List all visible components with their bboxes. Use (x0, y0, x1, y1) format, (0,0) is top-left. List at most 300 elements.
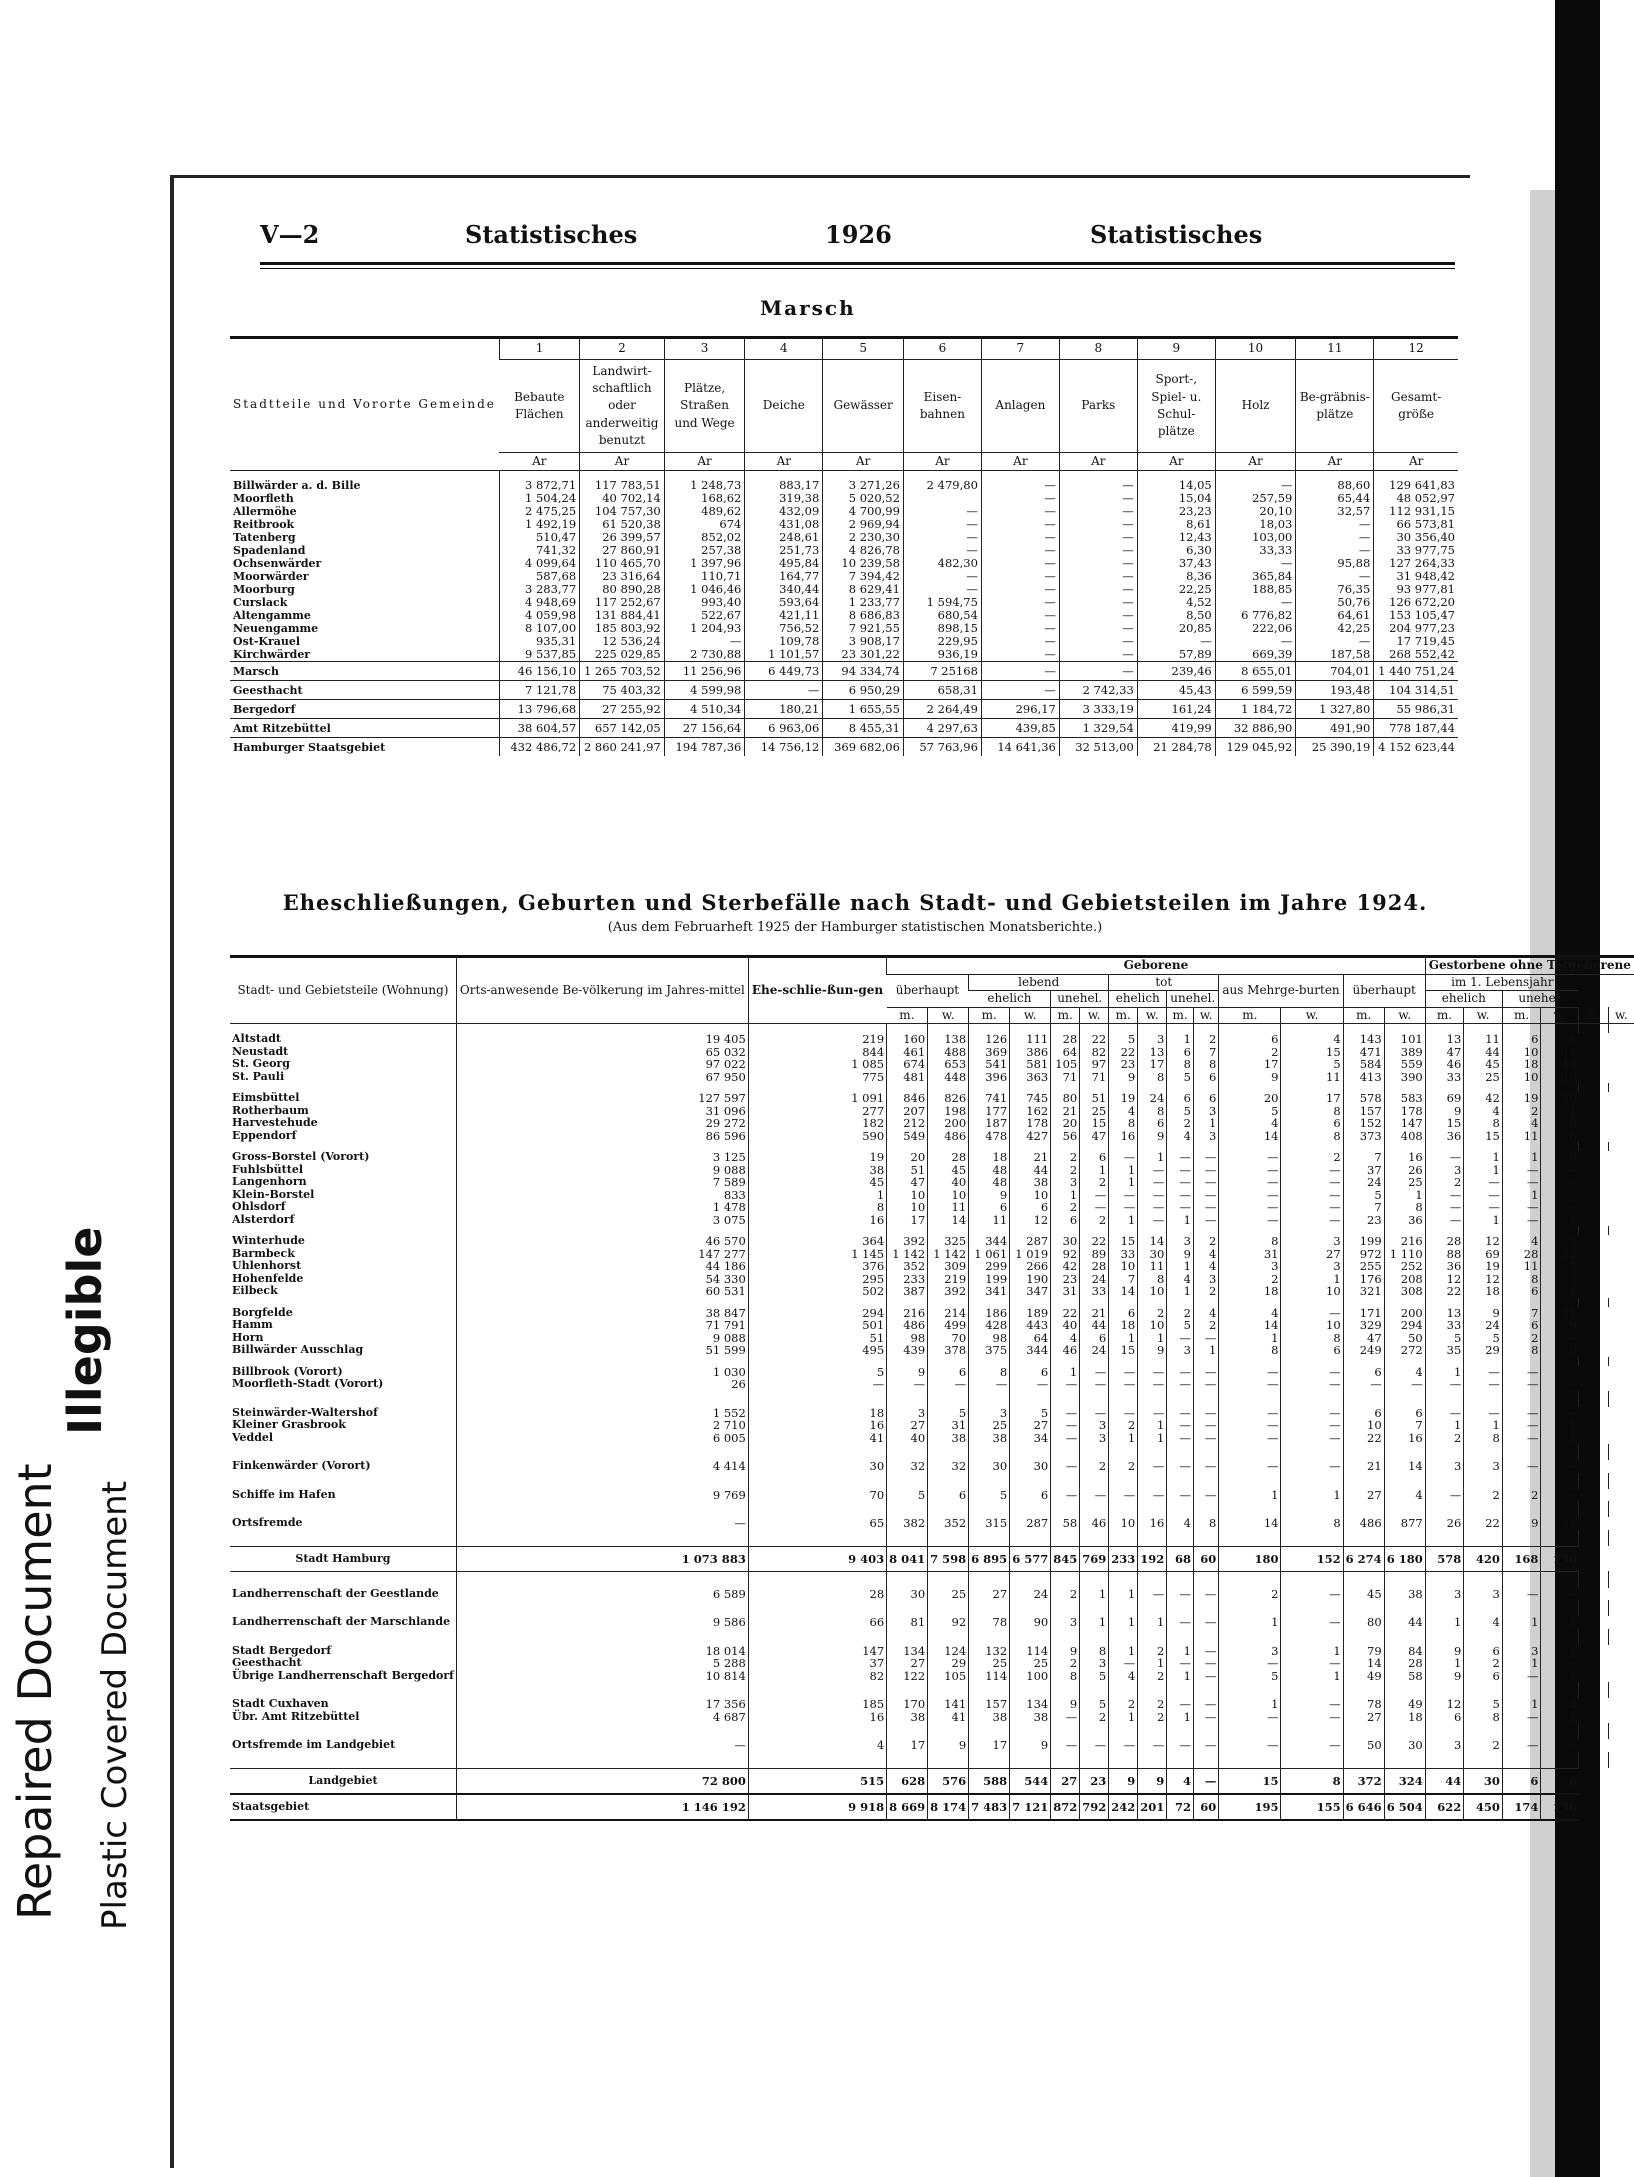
cell: 4 152 623,44 (1374, 738, 1458, 757)
spacer (1579, 1682, 1609, 1698)
cell: — (981, 635, 1059, 648)
cell: 30 (1010, 1460, 1051, 1473)
spacer (887, 1752, 928, 1769)
row-label: Bergedorf (230, 700, 499, 719)
multi-label: aus Mehrge-burten (1222, 982, 1340, 997)
spacer (1464, 1391, 1503, 1407)
cell: 22 (1080, 1033, 1109, 1046)
born-total-header (887, 974, 969, 1007)
cell: 51 (887, 1164, 928, 1177)
cell: 11 (928, 1201, 969, 1214)
row-label: Uhlenhorst (232, 1259, 302, 1273)
cell: 6 (1343, 1366, 1384, 1379)
cell: — (1167, 1588, 1194, 1601)
cell: — (1281, 1307, 1343, 1320)
cell: 386 (1010, 1046, 1051, 1059)
cell: 10 (1502, 1046, 1541, 1059)
cell: — (1194, 1739, 1219, 1752)
spacer (1051, 1530, 1080, 1547)
row-label: Ortsfremde (232, 1516, 303, 1530)
cell: 13 796,68 (499, 700, 579, 719)
cell: 6 (1167, 1092, 1194, 1105)
cell: 7 598 (928, 1546, 969, 1571)
cell: 8 (1051, 1670, 1080, 1683)
cell: 9 (1167, 1248, 1194, 1261)
spacer (1425, 1752, 1464, 1769)
spacer (748, 1142, 886, 1151)
cell: 6 (1464, 1645, 1503, 1658)
cell: 27 (1281, 1248, 1343, 1261)
cell: 17 (887, 1214, 928, 1227)
cell: 109,78 (745, 635, 823, 648)
table-row (230, 1130, 1634, 1143)
cell: 1 440 751,24 (1374, 662, 1458, 681)
table-row (230, 1214, 1634, 1227)
cell: 935,31 (499, 635, 579, 648)
dead-ehel-label: ehelich (1115, 991, 1160, 1006)
summary-row (230, 719, 1458, 738)
cell: 8 (1138, 1105, 1167, 1118)
cell: 23 316,64 (580, 570, 665, 583)
cell: 8 174 (928, 1794, 969, 1820)
cell: 1 (1167, 1285, 1194, 1298)
cell: 50,76 (1296, 596, 1374, 609)
cell: 46 (1080, 1517, 1109, 1530)
cell: 27 (969, 1588, 1010, 1601)
spacer (1343, 1444, 1384, 1460)
cell: 7 121 (1010, 1794, 1051, 1820)
cell: — (1138, 1407, 1167, 1420)
cell: 6 (1219, 1033, 1281, 1046)
cell: — (456, 1517, 748, 1530)
spacer (1343, 1473, 1384, 1489)
row-label: Hamburger Staatsgebiet (230, 738, 499, 757)
col-unit: Ar (745, 453, 823, 471)
cell: — (1502, 1432, 1541, 1445)
cell: 44 (1010, 1164, 1051, 1177)
cell: 204 977,23 (1374, 622, 1458, 635)
cell: — (981, 518, 1059, 531)
spacer (969, 1629, 1010, 1645)
sex-header-m: m. (1502, 1007, 1541, 1024)
cell: 432,09 (745, 505, 823, 518)
cell: 65 (748, 1517, 886, 1530)
spacer (456, 1682, 748, 1698)
table-row (230, 1105, 1634, 1118)
cell: 1 (748, 1189, 886, 1202)
cell: 593,64 (745, 596, 823, 609)
cell: 60 (1194, 1546, 1219, 1571)
infant-unehel-header (1502, 991, 1578, 1008)
cell: — (1502, 1419, 1541, 1432)
col-label-8: Parks (1059, 360, 1137, 453)
cell: 242 (1109, 1794, 1138, 1820)
vital-pop-header (456, 957, 748, 1024)
cell: 6 (1010, 1366, 1051, 1379)
cell: 2 (1425, 1176, 1464, 1189)
cell: 329 (1343, 1319, 1384, 1332)
cell: 3 (1281, 1260, 1343, 1273)
cell: 28 (1502, 1248, 1541, 1261)
spacer (1579, 1024, 1609, 1034)
cell: 22,25 (1137, 583, 1215, 596)
alive-unehel-header (1051, 991, 1109, 1008)
row-label: Stadt Cuxhaven (232, 1697, 329, 1711)
deaths-header (1425, 957, 1634, 975)
cell: 38 (1010, 1176, 1051, 1189)
cell: 47 (1080, 1130, 1109, 1143)
cell: 45 (1343, 1588, 1384, 1601)
spacer (1343, 1571, 1384, 1588)
row-label: Moorwärder (233, 570, 309, 584)
cell: 420 (1464, 1546, 1503, 1571)
cell: 10 239,58 (823, 557, 904, 570)
spacer (1219, 1571, 1281, 1588)
cell: 112 931,15 (1374, 505, 1458, 518)
cell: 576 (928, 1768, 969, 1794)
spacer (456, 1024, 748, 1034)
spacer (1502, 1571, 1541, 1588)
cell: — (1296, 518, 1374, 531)
cell: — (1219, 1201, 1281, 1214)
spacer (1010, 1571, 1051, 1588)
cell: 29 (1464, 1344, 1503, 1357)
cell: 6 (1502, 1285, 1541, 1298)
row-label: Hamm (232, 1318, 273, 1332)
cell: 50 (1343, 1739, 1384, 1752)
cell: 41 (928, 1711, 969, 1724)
sex-header-m: m. (1425, 1007, 1464, 1024)
cell: 45 (748, 1176, 886, 1189)
spacer (1579, 1444, 1609, 1460)
cell: 1 145 (748, 1248, 886, 1261)
cell: — (1541, 1588, 1579, 1601)
cell: 2 (1502, 1105, 1541, 1118)
cell: 46 (1051, 1344, 1080, 1357)
cell: 13 (1138, 1046, 1167, 1059)
col-number-7: 7 (981, 338, 1059, 360)
cell: 3 (1464, 1460, 1503, 1473)
cell: 5 (1219, 1105, 1281, 1118)
cell: 272 (1384, 1344, 1425, 1357)
spacer (1502, 1391, 1541, 1407)
header-year: 1926 (825, 220, 892, 249)
spacer (1425, 1629, 1464, 1645)
cell: 4 (1281, 1033, 1343, 1046)
cell: — (1541, 1366, 1579, 1379)
cell: 15 (1109, 1235, 1138, 1248)
cell: 11 256,96 (664, 662, 745, 681)
cell: 1 204,93 (664, 622, 745, 635)
cell: 5 (1464, 1332, 1503, 1345)
spacer (1051, 1501, 1080, 1517)
cell: 1 (1167, 1214, 1194, 1227)
cell: 22 (1109, 1046, 1138, 1059)
cell: 5 (1425, 1332, 1464, 1345)
cell: 1 (1219, 1698, 1281, 1711)
cell: 4 297,63 (903, 719, 981, 738)
cell: 103,00 (1215, 531, 1296, 544)
cell: 33 977,75 (1374, 544, 1458, 557)
cell: — (1425, 1214, 1464, 1227)
cell: 12 536,24 (580, 635, 665, 648)
cell: 187,58 (1296, 648, 1374, 662)
cell: 60 531 (456, 1285, 748, 1298)
cell: 3 (1138, 1033, 1167, 1046)
spacer (1051, 1629, 1080, 1645)
table-row (230, 1489, 1634, 1502)
spacer (456, 1501, 748, 1517)
spacer (1051, 1444, 1080, 1460)
spacer (748, 1357, 886, 1366)
cell: 5 (1080, 1698, 1109, 1711)
spacer (1010, 1473, 1051, 1489)
spacer (1464, 1600, 1503, 1616)
cell: 22 (1080, 1235, 1109, 1248)
cell: 12 (1464, 1273, 1503, 1286)
spacer (1608, 1024, 1634, 1034)
cell: — (1167, 1698, 1194, 1711)
cell: 47 (1343, 1332, 1384, 1345)
cell: 32 886,90 (1215, 719, 1296, 738)
cell: 2 969,94 (823, 518, 904, 531)
cell: 2 (1502, 1332, 1541, 1345)
cell: 193,48 (1296, 681, 1374, 700)
spacer (1425, 1600, 1464, 1616)
cell: — (1109, 1407, 1138, 1420)
cell: 57 763,96 (903, 738, 981, 757)
cell: 233 (887, 1273, 928, 1286)
cell: 10 (1502, 1071, 1541, 1084)
cell: 38 604,57 (499, 719, 579, 738)
spacer (456, 1473, 748, 1489)
cell: 47 (1425, 1046, 1464, 1059)
cell: 378 (928, 1344, 969, 1357)
spacer (230, 1391, 456, 1407)
cell: 1 397,96 (664, 557, 745, 570)
cell: 164,77 (745, 570, 823, 583)
cell: 36 (1425, 1260, 1464, 1273)
cell: 15 (1464, 1130, 1503, 1143)
cell: 14,05 (1137, 479, 1215, 492)
cell: 18 014 (456, 1645, 748, 1658)
spacer (1502, 1501, 1541, 1517)
cell: 515 (748, 1768, 886, 1794)
spacer (1051, 1682, 1080, 1698)
cell: 17 (1138, 1058, 1167, 1071)
cell: 47 (887, 1176, 928, 1189)
cell: 15 (1281, 1046, 1343, 1059)
row-label: Übr. Amt Ritzebüttel (232, 1709, 360, 1723)
spacer (1281, 1571, 1343, 1588)
row-label: St. Pauli (232, 1069, 285, 1083)
cell: 31 (1051, 1285, 1080, 1298)
col-number-3: 3 (664, 338, 745, 360)
cell: 3 (1425, 1460, 1464, 1473)
cell: 8 (1167, 1058, 1194, 1071)
cell: 9 918 (748, 1794, 886, 1820)
row-label: Landherrenschaft der Marschlande (232, 1615, 451, 1629)
cell: 11 (1502, 1130, 1541, 1143)
cell: 2 860 241,97 (580, 738, 665, 757)
spacer (1080, 1723, 1109, 1739)
cell: 5 (1464, 1698, 1503, 1711)
spacer (1167, 1682, 1194, 1698)
table-row (230, 1588, 1634, 1601)
cell: 176 (1343, 1273, 1384, 1286)
cell: 3 271,26 (823, 479, 904, 492)
cell: — (903, 505, 981, 518)
spacer (1167, 1473, 1194, 1489)
cell: — (745, 681, 823, 700)
cell: 25 (1384, 1176, 1425, 1189)
cell: 1 248,73 (664, 479, 745, 492)
spacer (1219, 1600, 1281, 1616)
cell: 584 (1343, 1058, 1384, 1071)
cell: 132 (969, 1645, 1010, 1658)
cell: 277 (748, 1105, 886, 1118)
table-row (230, 1285, 1634, 1298)
cell: 1 019 (1010, 1248, 1051, 1261)
cell: 1 061 (969, 1248, 1010, 1261)
cell: 2 264,49 (903, 700, 981, 719)
cell: — (903, 518, 981, 531)
cell: — (1138, 1164, 1167, 1177)
cell: 12,43 (1137, 531, 1215, 544)
spacer (1608, 1723, 1634, 1739)
cell: 88,60 (1296, 479, 1374, 492)
cell: — (1215, 479, 1296, 492)
cell: 1 265 703,52 (580, 662, 665, 681)
cell: — (1219, 1407, 1281, 1420)
spacer (1194, 1600, 1219, 1616)
cell: 2 (1138, 1307, 1167, 1320)
cell: 129 045,92 (1215, 738, 1296, 757)
cell: — (1109, 1657, 1138, 1670)
cell: 1 (1138, 1151, 1167, 1164)
cell: 16 (1109, 1130, 1138, 1143)
spacer (1109, 1600, 1138, 1616)
sex-header-w: w. (1281, 1007, 1343, 1024)
cell: 8 (1281, 1517, 1343, 1530)
cell: — (1138, 1176, 1167, 1189)
cell: 248,61 (745, 531, 823, 544)
cell: 628 (887, 1768, 928, 1794)
sex-header-m: m. (969, 1007, 1010, 1024)
cell: 20,85 (1137, 622, 1215, 635)
spacer (1167, 1501, 1194, 1517)
cell: 171 (1343, 1307, 1384, 1320)
cell: 9 537,85 (499, 648, 579, 662)
spacer (928, 1600, 969, 1616)
cell: 9 (1109, 1768, 1138, 1794)
spacer (887, 1444, 928, 1460)
col-label-1: Bebaute Flächen (499, 360, 579, 453)
cell: 28 (748, 1588, 886, 1601)
cell: — (1194, 1151, 1219, 1164)
cell: 14 (1219, 1130, 1281, 1143)
stamp-repaired: Repaired Document (8, 1463, 62, 1920)
cell: 2 (1051, 1588, 1080, 1601)
cell: 745 (1010, 1092, 1051, 1105)
cell: 92 (928, 1616, 969, 1629)
spacer (1464, 1682, 1503, 1698)
cell: 4 (1194, 1248, 1219, 1261)
cell: 1 (1194, 1344, 1219, 1357)
cell: — (1219, 1164, 1281, 1177)
cell: 6 950,29 (823, 681, 904, 700)
summary-row (230, 700, 1458, 719)
cell: 89 (1080, 1248, 1109, 1261)
spacer (456, 1530, 748, 1547)
cell: — (1343, 1378, 1384, 1391)
cell: 1 (1194, 1117, 1219, 1130)
spacer (1219, 1530, 1281, 1547)
cell: — (1167, 1432, 1194, 1445)
cell: 126 672,20 (1374, 596, 1458, 609)
cell: 18 (1464, 1285, 1503, 1298)
cell: 2 (1138, 1645, 1167, 1658)
cell: 31 948,42 (1374, 570, 1458, 583)
cell: 26 (1425, 1517, 1464, 1530)
spacer (456, 1571, 748, 1588)
cell: 8 (1281, 1768, 1343, 1794)
cell: 1 655,55 (823, 700, 904, 719)
cell: — (1296, 531, 1374, 544)
spacer (1608, 1083, 1634, 1092)
row-label: Winterhude (232, 1234, 305, 1248)
cell: 680,54 (903, 609, 981, 622)
cell: — (1502, 1670, 1541, 1683)
born-total-label: überhaupt (895, 982, 960, 997)
cell: 111 (1010, 1033, 1051, 1046)
spacer (748, 1571, 886, 1588)
cell: 3 (1425, 1588, 1464, 1601)
spacer (1579, 1473, 1609, 1489)
cell: 3 (1219, 1645, 1281, 1658)
cell: 1 329,54 (1059, 719, 1137, 738)
cell: 4 (1167, 1273, 1194, 1286)
cell: 80 (1051, 1092, 1080, 1105)
cell: 1 (1541, 1105, 1579, 1118)
cell: — (1464, 1176, 1503, 1189)
scan-corner (1470, 0, 1555, 190)
cell: 7 589 (456, 1176, 748, 1189)
cell: 30 356,40 (1374, 531, 1458, 544)
cell: 3 (887, 1407, 928, 1420)
cell: 190 (1010, 1273, 1051, 1286)
cell: 14 (1138, 1235, 1167, 1248)
cell: 3 (1194, 1273, 1219, 1286)
spacer (1579, 1530, 1609, 1547)
cell: 4 (1502, 1235, 1541, 1248)
cell: 48 (969, 1176, 1010, 1189)
cell: — (1080, 1407, 1109, 1420)
cell: 157 (1343, 1105, 1384, 1118)
cell: 3 (1080, 1432, 1109, 1445)
row-label: Tatenberg (233, 531, 296, 545)
cell: 31 096 (456, 1105, 748, 1118)
spacer (1010, 1629, 1051, 1645)
cell: 294 (748, 1307, 886, 1320)
sex-header-w: w. (1080, 1007, 1109, 1024)
cell: 157 (969, 1698, 1010, 1711)
cell: 7 (1384, 1419, 1425, 1432)
spacer (1281, 1530, 1343, 1547)
cell: 46 156,10 (499, 662, 579, 681)
cell: 127 597 (456, 1092, 748, 1105)
spacer (1109, 1501, 1138, 1517)
